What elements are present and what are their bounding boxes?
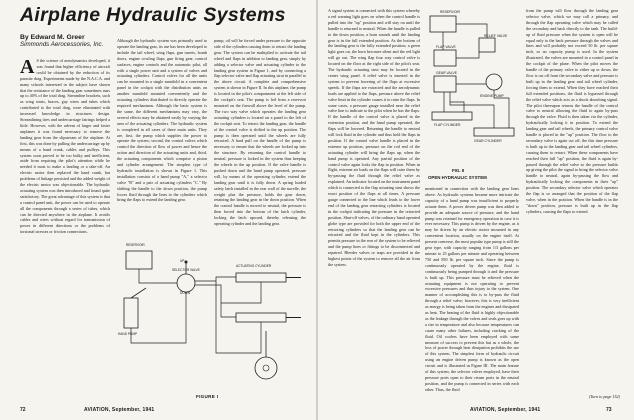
fig2-label-engine-pump: ENGINE PUMP bbox=[480, 94, 504, 98]
page-gutter bbox=[316, 0, 318, 420]
fig2-label-flap-valve: FLAP VALVE bbox=[436, 45, 456, 49]
drop-cap: A bbox=[20, 58, 35, 78]
fig2-flap-valve bbox=[434, 50, 456, 66]
left-column-3-text: pump, oil will be forced under pressure to the opposite side of the cylinders causing them to retract the landing gear. The system can be multiplied to activate the tail wheel and flaps in addition to landing gear, simply by adding a selector valve and actuating cylinder to the landing gear system in Figure 1, and by connecting a flap selector valve and flap actuating strut in parallel to the above circuit. A complete and comprehensive system is shown in Figure II. In this airplane, the pump is located in the pilot's compartment at the left side of the cockpit's seat. The pump is fed from a reservoir mounted on the firewall above the level of the pump. The two way valve which operates the landing gear actuating cylinders is located on a panel to the left of the cockpit seat. To retract the landing gear, the handle of the control valve is shifted to the up position. The pump is then operated until the wheels are fully retracted. A hard pull on the handle of the pump is necessary to ensure that the wheels are locked up into the structure. By returning the control handle to neutral, pressure is locked in the system thus keeping the wheels in the up position. If the valve handle is pushed down and the hand pump operated, pressure will, by means of the operating cylinder, extend the landing gear until it is fully down. A spring loaded safety latch installed in the rear wall of the nacelle, the weight plus the pressure, holds the gear down, retaining the landing gear in the down position. When the control handle is moved to neutral, the pressure is then forced into the bottom of the latch cylinder, locking the latch upward, thereby releasing the operating cylinder and the landing gear. bbox=[214, 38, 306, 227]
right-column-1-text: A signal system is connected with this system whereby a red warning light goes on when the control handle is pulled into the "up" position and will stay on until the handle is returned to neutral. When the handle is pulled to the down position, a horn sounds until the landing gear is in the full extended position. As the bottom of the landing gear is the fully extended position, a green light goes on, the horn becomes silent and the red light will go out. The wing flap four way control valve is located on the floor at the right side of the pilot's seat. The hydraulic actuating strut may be located in the center wing panel. A relief valve is inserted in the system to prevent lowering of the flaps at excessive speeds. If the flaps are extracted and the aerodynamic loads are applied to the flaps, pressure above the relief valve limit in the cylinder causes it to raise the flaps. In some cases, a pressure gauge installed near the relief valve line to indicate to the pilot when he has the flaps. If the handle of the control valve is placed in the extension position, and the hand pump operated, the flaps will be lowered. Returning the handle to neutral will lock fluid in the cylinder and thus hold the flaps in position. If the control valve handle is placed in the extreme up position, pressure on the rod end of the actuating cylinder will bring the flaps up, when the hand pump is operated. Any partial position of the control valve again locks the flap in position. When in flight, extreme air loads on the flaps will raise them by by-passing the fluid through the relief valve as explained. An indicator located on the instrument panel which is connected to the flap actuating strut shows the exact position of the flaps at all times. A pressure gauge connected to the line which leads to the lower end of the landing gear retracting cylinders is located in the cockpit indicating the pressure in the retracted position. Shut-off valves, of the ordinary hand operated globe type are provided for both the upper end of the retracting cylinders so that the landing gear can be retracted and the fluid kept in the cylinders. This permits pressure in the rear of the system to be relieved and the pump lines or fittings to be disconnected and repaired. Bleeder valves or traps are provided in the highest points of the system to remove all the air from the system. bbox=[328, 8, 420, 267]
left-page-number: 72 bbox=[20, 407, 26, 413]
left-column-3 bbox=[214, 38, 306, 238]
figure-2-caption: FIG. II bbox=[452, 168, 465, 173]
fig2-label-flap-cylinder: FLAP CYLINDER bbox=[434, 123, 461, 127]
right-column-2 bbox=[425, 186, 519, 400]
left-column-1 bbox=[20, 58, 110, 398]
fig2-reservoir bbox=[430, 16, 456, 32]
figure-1-caption: FIGURE I bbox=[196, 394, 219, 399]
fig2-label-relief-valve: RELIEF VALVE bbox=[484, 34, 508, 38]
right-column-1 bbox=[328, 8, 420, 400]
right-footer: AVIATION, September, 1941 bbox=[470, 407, 541, 413]
fig2-flap-cylinder bbox=[432, 112, 472, 120]
fig2-gear-cylinder bbox=[474, 128, 514, 136]
byline bbox=[20, 34, 120, 48]
fig1-selector-valve bbox=[177, 274, 195, 292]
right-column-3 bbox=[526, 8, 618, 394]
fig1-actuating-cylinder-1 bbox=[236, 273, 286, 282]
fig1-label-actuating-cylinder: ACTUATING CYLINDER bbox=[236, 264, 272, 268]
fig2-engine-pump bbox=[486, 74, 502, 90]
fig1-actuating-cylinder-2 bbox=[236, 313, 286, 322]
fig1-label-reservoir: RESERVOIR bbox=[126, 243, 145, 247]
author-name: By Edward M. Greer bbox=[20, 34, 85, 41]
fig2-label-gear-valve: GEAR VALVE bbox=[436, 71, 457, 75]
left-column-1-text: S the science of aerodynamics developed, it was found that higher efficiency of aircraft could be obtained by the reduction of its parasite drag. Experiments made by the N.A.C.A. and many schools interested in the subject have shown that the resistance of the landing gear sometimes runs up to 40% of the total drag. Streamline brackets, such as wing struts, braces, guy wires and tubes which contributed to the total drag, were eliminated with increased knowledge in structures design. Streamlining tires and undercarriage fairings helped a little. However, with the advent of larger and faster airplanes it was found necessary to remove the landing gear from the slipstream of the airplane. At first, this was done by pulling the undercarriage up by means of a hand crank, cables and pulleys. This system soon proved to be too bulky and inefficient, aside from requiring the pilot's attention while he needed it most to make a landing or a take-off. An electric motor then replaced the hand crank, but problems of linkage persisted and the added weight of the electric motor was objectionable. The hydraulic actuating system was then introduced and found quite satisfactory. The great advantage of this system is that a control panel unit, the power can be used to operate all the components through a series of tubes, which can be directed anywhere in the airplane. It avoids cables and wires without regard for transmission of power in different directions or the problems of torsional stresses or friction connections. bbox=[20, 58, 110, 235]
left-column-2-text: Although the hydraulic system was primarily used to operate the landing gear, its use has been developed to include the tail wheel, wing flaps, gun turrets, bomb doors, engine cowling flaps, gun firing gear, control surfaces, engine controls and the automatic pilot, all with a single power unit and a system of valves and actuating cylinders. Control valves for all the units can be mounted in a single manifold in a convenient panel in the cockpit with the distribution units on another manifold mounted conveniently and the actuating cylinders distributed to directly operate the required mechanisms. Although the basic system is the same, the different mechanisms may vary, the several effects may be obtained easily by varying the area of the actuating cylinders. The hydraulic system is completed in all cases of three main units. They are, first, the pump which supplies the power to operate the system; second, the control valves which control the direction of flow of power and hence the action and direction of the actuating units and, third, the actuating components which comprise a piston and cylinder arrangement. The simplest type of hydraulic installation is shown in Figure 1. This installation consists of a hand pump "A," a selector valve "B" and a pair of actuating cylinders "C." By shifting the handle to the down position, the pump forces fluid through the lines to the cylinders which bring the flaps to extend the landing gear. bbox=[117, 38, 207, 203]
author-organization: Simmonds Aerocessories, Inc. bbox=[20, 41, 104, 49]
fig1-reservoir bbox=[126, 251, 152, 269]
left-column-2 bbox=[117, 38, 207, 238]
fig2-relief-valve bbox=[479, 38, 495, 52]
right-page-number: 73 bbox=[606, 407, 612, 413]
fig2-label-gear-cylinder: GEAR CYLINDER bbox=[474, 139, 502, 143]
fig1-hand-pump bbox=[124, 298, 138, 328]
right-column-3-text: from the pump will flow through the landing gear selector valve, which we may call a primary, and through the flap operating valve which may be called the secondary and back directly to the tank. The build-up of fluid pressure when the system is open will be equal only to the back pressure through the valves and lines and will probably not exceed 50 lb. per square inch, so no capacity pump is used. In the system illustrated, the valves are mounted in a control panel in the cockpit of the plane. When the pilot moves the handle of the primary valve to either up or down, the flow is cut off from the secondary valve and pressure is built up in the landing gear and tail wheel cylinder, forcing them to extend. When they have reached their full extended positions, the fluid is bypassed through the relief valve which acts as a shock absorbing signal. The pilot thereupon returns the handle of the control valve to neutral allowing the fluid to again by-pass through the valve. Fluid is then taken via the cylinder, hydraulically locking it in position. To extend the landing gear and tail wheels, the primary control valve handle is placed in the "up" position. The flow to the secondary valve is again cut off, the this time pressure is built up in the landing gear and tail wheel cylinders, causing them to retract. When these components have reached their full "up" position, the fluid is again by-passed through the relief valve so the pressure builds up giving the pilot the signal to bring the selector valve handle to neutral, again by-passing the flow and hydraulically locking the components in their "up" position. The secondary selector valve which operates the flap is so arranged that the position of the flap valve, when in the position. When the handle is in the "down" position, pressure is built up in the flap cylinders, causing the flaps to extend. bbox=[526, 8, 618, 214]
fig2-label-reservoir: RESERVOIR bbox=[440, 10, 460, 14]
fig1-wheel bbox=[255, 357, 277, 379]
fig2-gear-valve bbox=[434, 76, 456, 92]
figure-1-diagram bbox=[116, 243, 308, 393]
continued-note: (Turn to page 152) bbox=[588, 394, 620, 399]
article-title: Airplane Hydraulic Systems bbox=[20, 4, 286, 26]
right-column-2-text: mentioned in connection with the landing gear lines above. As hydraulic systems became more intricate the capacity of a hand pump was insufficient to properly actuate them. A power driven pump was then added to provide an adequate source of pressure, and the hand pump was retained for emergency operation in case it is ever necessary. This pump is driven by the engine, as it may be driven by an electric motor mounted in any convenient location, usually on the engine itself. At present converse, the most popular type pump is still the gear type, with capacity ranging from 1/3 gallons per minute to 25 gallons per minute and operating between 750 and 850 lb. per square inch. Since the pump is continuously operated by the engine, fluid is continuously being pumped through it and the pressure is built up. This pressure must be relieved when the actuating equipment is not operating to prevent excessive pressures and thus injury to the system. One manner of accomplishing this is to by-pass the fluid through a relief valve; however, this is very inefficient as energy is being taken from the engines and dissipated as heat. The heating of the fluid is highly objectionable as the leakage through the valves and seals goes up with a rise in temperature and also because temperatures can cause many other failures, including cracking of the fluid. Oil coolers have been employed with some measure of success to prevent this but as a whole, the loss of power through heat dissipation prohibits the use of this system. The simplest form of hydraulic circuit using an engine driven pump is known as the open circuit and is illustrated in Figure III. The main feature of this system, the selector valves employed, have their pressure ports open to their return ports in the neutral position, and the pump is connected in series with each other. Thus, the fluid bbox=[425, 186, 519, 392]
fig1-label-selector-valve: SELECTOR VALVE bbox=[172, 268, 200, 272]
left-footer: AVIATION, September, 1941 bbox=[84, 407, 155, 413]
figure-2-subtitle: OPEN HYDRAULIC SYSTEM bbox=[428, 175, 487, 180]
fig1-label-hand-pump: HAND PUMP bbox=[118, 332, 138, 336]
fig1-label-down: DOWN bbox=[180, 291, 191, 295]
fig1-label-up: UP bbox=[180, 259, 185, 263]
